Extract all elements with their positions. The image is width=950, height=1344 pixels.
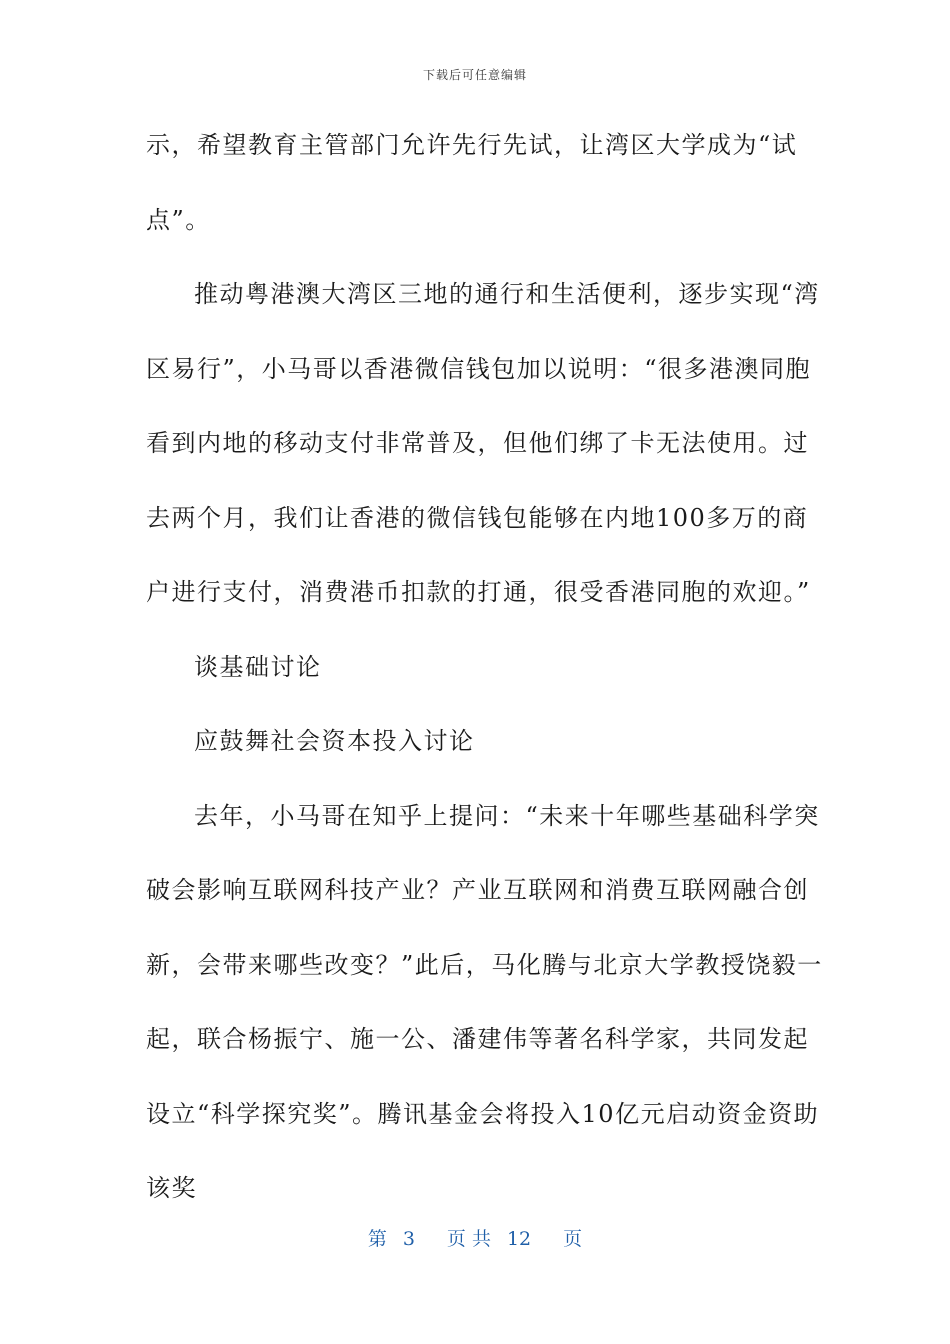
- paragraph-science-prize: 去年，小马哥在知乎上提问：“未来十年哪些基础科学突破会影响互联网科技产业？产业互联网和消费互联网融合创新，会带来哪些改变？”此后，马化腾与北京大学教授饶毅一起，联合杨振宁、施一公、潘建伟等著名科学家，共同发起设立“科学探究奖”。腾讯基金会将投入10亿元启动资金资助该奖: [146, 801, 823, 1202]
- page-footer: [0, 1224, 950, 1251]
- section-subheading: 应鼓舞社会资本投入讨论: [194, 727, 475, 755]
- footer-prefix: 第: [367, 1228, 387, 1250]
- page-header: 下载后可任意编辑: [422, 68, 527, 82]
- footer-middle: 页 共: [446, 1228, 491, 1250]
- paragraph-wechat-wallet: 推动粤港澳大湾区三地的通行和生活便利，逐步实现“湾区易行”，小马哥以香港微信钱包加以说明：“很多港澳同胞看到内地的移动支付非常普及，但他们绑了卡无法使用。过去两个月，我们让香港的微信钱包能够在内地100多万的商户进行支付，消费港币扣款的打通，很受香港同胞的欢迎。”: [146, 280, 820, 606]
- section-heading: 谈基础讨论: [194, 652, 322, 681]
- document-body: [146, 108, 826, 1226]
- footer-suffix: 页: [563, 1228, 583, 1250]
- footer-page-number: 3: [402, 1228, 415, 1250]
- paragraph-continuation: 示，希望教育主管部门允许先行先试，让湾区大学成为“试点”。: [146, 131, 798, 234]
- footer-total-pages: 12: [506, 1228, 532, 1250]
